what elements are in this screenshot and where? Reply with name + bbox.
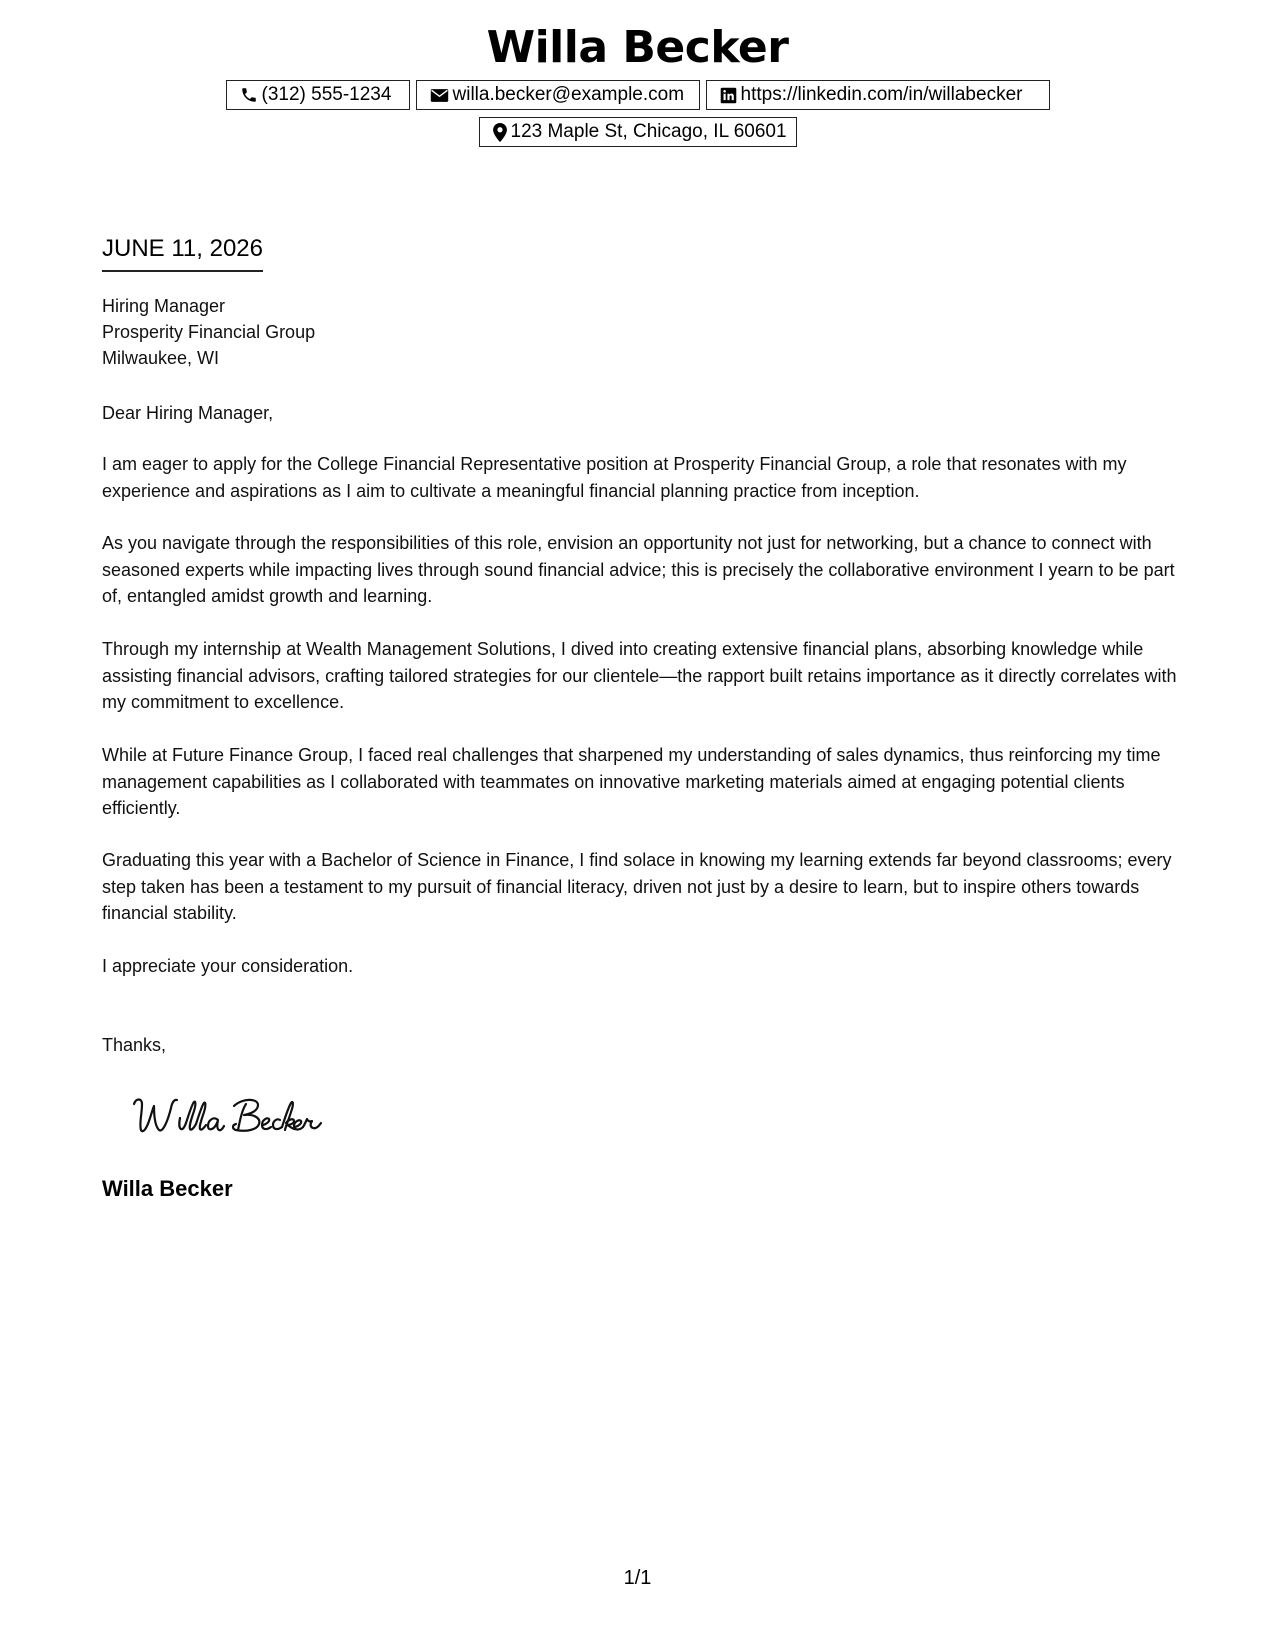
signoff: Thanks, — [102, 1035, 167, 1055]
page-indicator: 1/1 — [623, 1567, 652, 1589]
phone-icon — [240, 86, 258, 104]
body-paragraph: While at Future Finance Group, I faced real challenges that sharpened my understanding of sales dynamics, thus reinforcing my time management capabilities as I collaborated with teammates on innovative marketing materials aimed at engaging potential clients efficiently. — [102, 745, 1161, 818]
body-paragraph: Through my internship at Wealth Management Solutions, I dived into creating extensive financial plans, absorbing knowledge while assisting financial advisors, crafting tailored strategies for our clientele—the rapport built retains importance as it directly correlates with my commitment to excellence. — [102, 639, 1177, 712]
recipient-company: Prosperity Financial Group — [102, 322, 316, 342]
body-paragraph: Graduating this year with a Bachelor of Science in Finance, I find solace in knowing my learning extends far beyond classrooms; every step taken has been a testament to my pursuit of financial literacy, driven not just by a desire to learn, but to inspire others towards financial stability. — [102, 850, 1172, 923]
body-paragraph: I am eager to apply for the College Financial Representative position at Prosperity Financial Group, a role that resonates with my experience and aspirations as I aim to cultivate a meaningful financial planning practice from inception. — [102, 454, 1127, 501]
signer-name: Willa Becker — [102, 1176, 233, 1201]
closing-line: I appreciate your consideration. — [102, 956, 354, 976]
contact-row-secondary — [0, 117, 1275, 147]
address-text: 123 Maple St, Chicago, IL 60601 — [510, 121, 787, 142]
linkedin-chip[interactable] — [706, 80, 1050, 110]
address-chip[interactable] — [479, 117, 797, 147]
phone-chip[interactable] — [226, 80, 410, 110]
recipient-location: Milwaukee, WI — [102, 348, 220, 368]
recipient-block — [102, 293, 315, 371]
linkedin-url-text: https://linkedin.com/in/willabecker — [740, 84, 1023, 105]
email-chip[interactable] — [416, 80, 700, 110]
linkedin-icon — [720, 87, 737, 104]
salutation: Dear Hiring Manager, — [102, 403, 274, 423]
map-marker-icon — [493, 123, 507, 142]
body-paragraph: As you navigate through the responsibilities of this role, envision an opportunity not just for networking, but a chance to connect with seasoned experts while impacting lives through sound financial advice; this is precisely the collaborative environment I yearn to be part of, entangled amidst growth and learning. — [102, 533, 1175, 606]
applicant-name-heading: Willa Becker — [486, 22, 789, 73]
contact-row-primary — [0, 80, 1275, 110]
phone-text: (312) 555-1234 — [261, 84, 392, 105]
recipient-title: Hiring Manager — [102, 296, 226, 316]
envelope-icon — [430, 88, 449, 103]
handwritten-signature — [128, 1090, 338, 1147]
email-text: willa.becker@example.com — [452, 84, 685, 105]
letter-date: JUNE 11, 2026 — [102, 234, 263, 272]
